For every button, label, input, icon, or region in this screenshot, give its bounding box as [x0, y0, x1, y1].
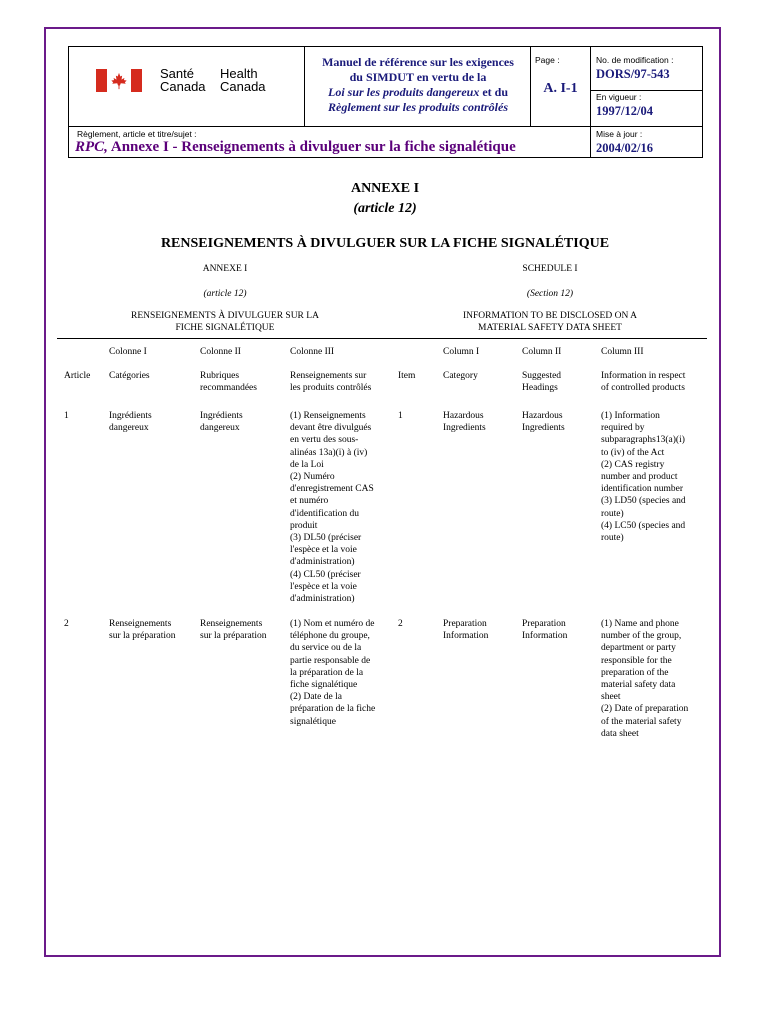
page-number: A. I-1: [543, 81, 578, 96]
header-item: Item: [398, 371, 416, 381]
row2-article: 2: [64, 619, 69, 629]
header-rubriques: Rubriques recommandées: [200, 371, 257, 394]
effective-label: En vigueur :: [596, 92, 642, 102]
page-label: Page :: [535, 55, 560, 65]
row2-heading: Preparation Information: [522, 619, 568, 642]
document-header: [68, 46, 703, 158]
col-en-2: Column II: [522, 347, 562, 357]
col-en-3: Column III: [601, 347, 644, 357]
regulation-label: Règlement, article et titre/sujet :: [77, 129, 197, 139]
page-title: RENSEIGNEMENTS À DIVULGUER SUR LA FICHE SIGNALÉTIQUE: [160, 236, 610, 251]
en-subtitle: INFORMATION TO BE DISCLOSED ON A MATERIAL SAFETY DATA SHEET: [462, 311, 638, 334]
row1-rubrique: Ingrédients dangereux: [200, 411, 243, 434]
dept-en: Health Canada: [220, 66, 266, 94]
header-information: Information in respect of controlled products: [601, 371, 686, 394]
row2-rubrique: Renseignements sur la préparation: [200, 619, 267, 642]
effective-date: 1997/12/04: [596, 104, 653, 118]
row1-category: Hazardous Ingredients: [443, 411, 486, 434]
header-category: Category: [443, 371, 478, 381]
row1-heading: Hazardous Ingredients: [522, 411, 565, 434]
header-categories: Catégories: [109, 371, 150, 381]
header-article: Article: [64, 371, 91, 381]
row2-category: Preparation Information: [443, 619, 489, 642]
row2-en-info: (1) Name and phone number of the group, department or party responsible for the preparation of the material safety data sheet (2) Date of preparation of the material safety data sheet: [601, 619, 689, 739]
update-date: 2004/02/16: [596, 141, 653, 155]
divider: [57, 338, 707, 339]
header-suggested: Suggested Headings: [522, 371, 562, 394]
row1-article: 1: [64, 411, 69, 421]
row1-fr-info: (1) Renseignements devant être divulgués en vertu des sous- alinéas 13a)(i) à (iv) de la Loi (2) Numéro d'enregistrement CAS et numéro d'identification du produit (3) DL50 (préciser l'espèce et la voie d'administration) (4) CL50 (préciser l'espèce et la voie d'administration): [290, 411, 374, 605]
row1-item: 1: [398, 411, 403, 421]
canada-flag-icon: [96, 69, 142, 92]
modification-value: DORS/97-543: [596, 67, 670, 81]
col-fr-3: Colonne III: [290, 347, 335, 357]
row2-item: 2: [398, 619, 403, 629]
annex-heading: ANNEXE I: [350, 181, 420, 196]
row1-categorie: Ingrédients dangereux: [109, 411, 152, 434]
modification-label: No. de modification :: [596, 55, 674, 65]
fr-article: (article 12): [203, 289, 247, 299]
update-label: Mise à jour :: [596, 129, 643, 139]
row2-categorie: Renseignements sur la préparation: [109, 619, 176, 642]
article-heading: (article 12): [353, 201, 417, 216]
dept-fr: Santé Canada: [160, 66, 206, 94]
header-renseignements: Renseignements sur les produits contrôlés: [290, 371, 372, 394]
en-schedule: SCHEDULE I: [522, 264, 578, 274]
fr-annex: ANNEXE I: [202, 264, 248, 274]
row1-en-info: (1) Information required by subparagraphs13(a)(i) to (iv) of the Act (2) CAS registry number and product identification number (3) LD50 (species and route) (4) LC50 (species and route): [601, 411, 686, 544]
en-section: (Section 12): [526, 289, 574, 299]
col-fr-2: Colonne II: [200, 347, 241, 357]
row2-fr-info: (1) Nom et numéro de téléphone du groupe, du service ou de la partie responsable de la préparation de la fiche signalétique (2) Date de la préparation de la fiche signalétique: [290, 619, 376, 727]
col-fr-1: Colonne I: [109, 347, 147, 357]
manual-title: Manuel de référence sur les exigences du SIMDUT en vertu de la Loi sur les produits dangereux et du Règlement sur les produits contrôlés: [322, 55, 514, 114]
regulation-title: RPC, Annexe I - Renseignements à divulguer sur la fiche signalétique: [75, 139, 516, 155]
fr-subtitle: RENSEIGNEMENTS À DIVULGUER SUR LA FICHE SIGNALÉTIQUE: [131, 311, 319, 334]
col-en-1: Column I: [443, 347, 480, 357]
